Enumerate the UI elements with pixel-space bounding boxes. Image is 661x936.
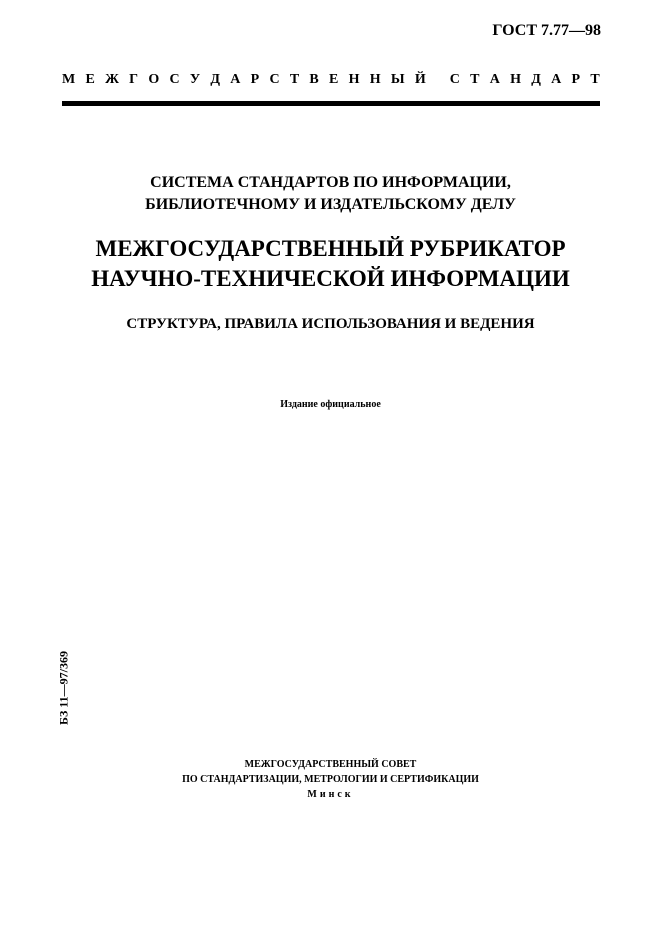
standard-type-letter: А [489,72,500,87]
standard-type-letter: Е [329,72,339,87]
side-code-text: БЗ 11—97/369 [56,650,71,725]
publisher-block [0,757,661,802]
standard-type [62,72,600,88]
standard-type-letter: Н [369,72,381,87]
side-code [54,640,74,735]
standard-type-letter: С [269,72,280,87]
standard-code: ГОСТ 7.77—98 [492,22,601,39]
title-line-2: НАУЧНО-ТЕХНИЧЕСКОЙ ИНФОРМАЦИИ [91,266,570,291]
standard-type-letter: В [309,72,319,87]
series-title [0,172,661,216]
standard-type-letter: Р [571,72,581,87]
standard-type-letter: Е [85,72,95,87]
standard-type-letter: С [449,72,460,87]
publisher-line-1: МЕЖГОСУДАРСТВЕННЫЙ СОВЕТ [244,759,417,770]
header-rule [62,101,600,106]
title-line-1: МЕЖГОСУДАРСТВЕННЫЙ РУБРИКАТОР [95,236,566,261]
edition-note: Издание официальное [280,399,381,410]
standard-type-letter: Д [210,72,221,87]
standard-type-letter: Т [470,72,480,87]
standard-type-letter: О [148,72,160,87]
document-title [0,234,661,294]
standard-type-letter: Р [250,72,260,87]
standard-type-letter: Ы [390,72,405,87]
standard-type-letter: А [551,72,562,87]
standard-type-letter: Ж [105,72,119,87]
standard-type-letter: Н [510,72,522,87]
series-line-2: БИБЛИОТЕЧНОМУ И ИЗДАТЕЛЬСКОМУ ДЕЛУ [145,196,516,213]
series-line-1: СИСТЕМА СТАНДАРТОВ ПО ИНФОРМАЦИИ, [150,174,511,191]
standard-type-letter: Д [531,72,541,87]
standard-type-letter: М [62,72,76,87]
standard-type-letter: С [169,72,180,87]
publisher-line-2: ПО СТАНДАРТИЗАЦИИ, МЕТРОЛОГИИ И СЕРТИФИКАЦИИ [182,774,479,785]
standard-type-letter: Т [289,72,300,87]
standard-type-letter: Н [348,72,360,87]
standard-type-letter: Й [414,72,426,87]
publisher-city: Минск [307,789,354,800]
standard-type-letter [436,72,440,88]
standard-type-letter: У [189,72,201,87]
standard-type-letter: Т [590,72,600,87]
document-subtitle: СТРУКТУРА, ПРАВИЛА ИСПОЛЬЗОВАНИЯ И ВЕДЕНИЯ [126,316,535,332]
standard-type-letter: А [230,72,241,87]
standard-type-letter: Г [129,72,139,87]
